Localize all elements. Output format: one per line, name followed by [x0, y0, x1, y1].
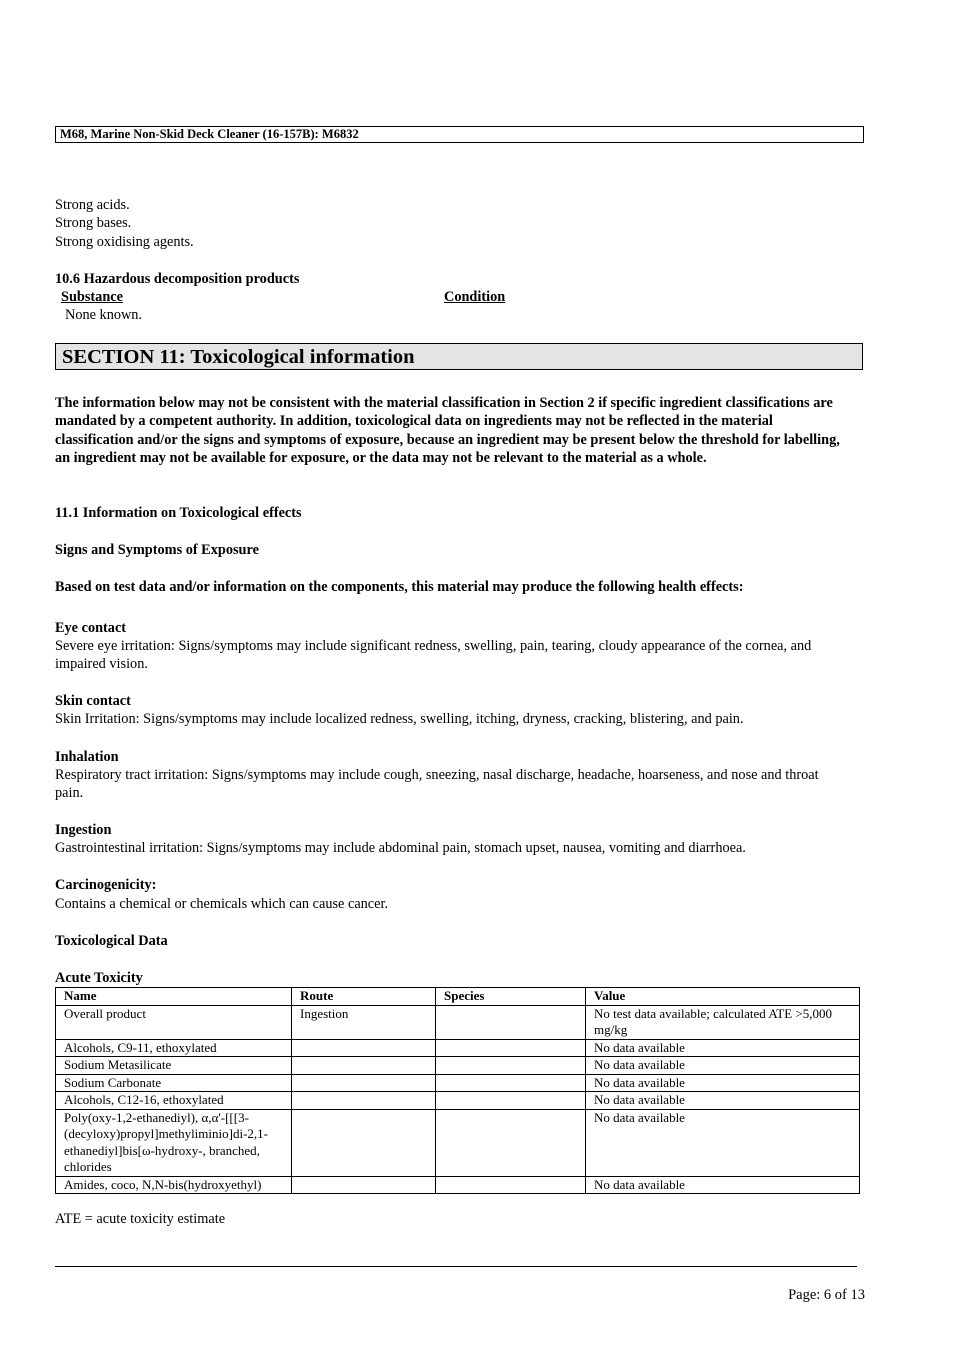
table-row — [56, 1005, 860, 1039]
cell-species — [436, 1092, 586, 1110]
carcinogenicity-text: Contains a chemical or chemicals which can cause cancer. — [55, 896, 389, 912]
cell-value: No data available — [586, 1109, 860, 1176]
header-value: Value — [586, 988, 860, 1006]
cell-name: Alcohols, C12-16, ethoxylated — [56, 1092, 292, 1110]
cell-name: Amides, coco, N,N-bis(hydroxyethyl) — [56, 1176, 292, 1194]
incompatible-item: Strong acids. — [55, 197, 130, 213]
decomposition-value: None known. — [65, 307, 143, 323]
table-row — [56, 1039, 860, 1057]
substance-column-label: Substance — [61, 289, 123, 305]
cell-route — [292, 1074, 436, 1092]
decomposition-heading: 10.6 Hazardous decomposition products — [55, 271, 300, 287]
incompatible-item: Strong bases. — [55, 215, 132, 232]
toxicological-data-heading: Toxicological Data — [55, 933, 168, 949]
skin-contact-text: Skin Irritation: Signs/symptoms may include localized redness, swelling, itching, dryness, cracking, blistering, and pain. — [55, 711, 744, 727]
section-11-title: SECTION 11: Toxicological information — [55, 343, 863, 370]
ingestion-text: Gastrointestinal irritation: Signs/symptoms may include abdominal pain, stomach upset, nausea, vomiting and diarrhoea. — [55, 840, 746, 856]
cell-species — [436, 1039, 586, 1057]
acute-toxicity-heading: Acute Toxicity — [55, 970, 143, 986]
header-species: Species — [436, 988, 586, 1006]
based-on-statement: Based on test data and/or information on the components, this material may produce the following health effects: — [55, 579, 744, 595]
subheading-11-1: 11.1 Information on Toxicological effects — [55, 505, 302, 521]
cell-value: No data available — [586, 1057, 860, 1075]
page-number: Page: 6 of 13 — [788, 1287, 865, 1303]
signs-heading: Signs and Symptoms of Exposure — [55, 542, 259, 558]
incompatible-item: Strong oxidising agents. — [55, 233, 194, 250]
inhalation-text: Respiratory tract irritation: Signs/symptoms may include cough, sneezing, nasal discharge, headache, hoarseness, and nose and throat pain. — [55, 767, 819, 802]
condition-column-label: Condition — [444, 289, 506, 305]
cell-route: Ingestion — [292, 1005, 436, 1039]
header-name: Name — [56, 988, 292, 1006]
cell-species — [436, 1176, 586, 1194]
table-row — [56, 1074, 860, 1092]
eye-contact-text: Severe eye irritation: Signs/symptoms may include significant redness, swelling, pain, tearing, cloudy appearance of the cornea, and impaired vision. — [55, 638, 812, 673]
cell-name: Alcohols, C9-11, ethoxylated — [56, 1039, 292, 1057]
acute-toxicity-table — [55, 987, 860, 1194]
cell-value: No data available — [586, 1039, 860, 1057]
document-header: M68, Marine Non-Skid Deck Cleaner (16-157B): M6832 — [55, 126, 864, 143]
table-row — [56, 1109, 860, 1176]
cell-species — [436, 1005, 586, 1039]
cell-route — [292, 1039, 436, 1057]
cell-value: No data available — [586, 1074, 860, 1092]
cell-route — [292, 1092, 436, 1110]
incompatibles-list — [55, 196, 194, 251]
cell-value: No test data available; calculated ATE >5,000 mg/kg — [586, 1005, 860, 1039]
eye-contact-heading: Eye contact — [55, 620, 127, 636]
table-header-row — [56, 988, 860, 1006]
cell-name: Poly(oxy-1,2-ethanediyl), α,α'-[[[3-(decyloxy)propyl]methyliminio]di-2,1-ethanediyl]bis[ω-hydroxy-, branched, chlorides — [56, 1109, 292, 1176]
table-row — [56, 1092, 860, 1110]
cell-route — [292, 1057, 436, 1075]
skin-contact-heading: Skin contact — [55, 693, 131, 709]
footer-divider — [55, 1266, 857, 1267]
cell-value: No data available — [586, 1176, 860, 1194]
cell-name: Sodium Carbonate — [56, 1074, 292, 1092]
cell-species — [436, 1057, 586, 1075]
ate-footnote: ATE = acute toxicity estimate — [55, 1211, 226, 1227]
cell-route — [292, 1109, 436, 1176]
cell-species — [436, 1074, 586, 1092]
table-row — [56, 1176, 860, 1194]
ingestion-heading: Ingestion — [55, 822, 112, 838]
inhalation-heading: Inhalation — [55, 749, 119, 765]
cell-species — [436, 1109, 586, 1176]
section-11-intro: The information below may not be consistent with the material classification in Section 2 if specific ingredient classifications are mandated by a competent authority. In addition, toxicological data on ingredients may not be reflected in the material classification and/or the signs and symptoms of exposure, because an ingredient may be present below the threshold for labelling, an ingredient may not be available for exposure, or the data may not be relevant to the material as a whole. — [55, 395, 840, 467]
cell-name: Sodium Metasilicate — [56, 1057, 292, 1075]
cell-value: No data available — [586, 1092, 860, 1110]
cell-route — [292, 1176, 436, 1194]
table-row — [56, 1057, 860, 1075]
header-route: Route — [292, 988, 436, 1006]
carcinogenicity-heading: Carcinogenicity: — [55, 877, 157, 893]
cell-name: Overall product — [56, 1005, 292, 1039]
